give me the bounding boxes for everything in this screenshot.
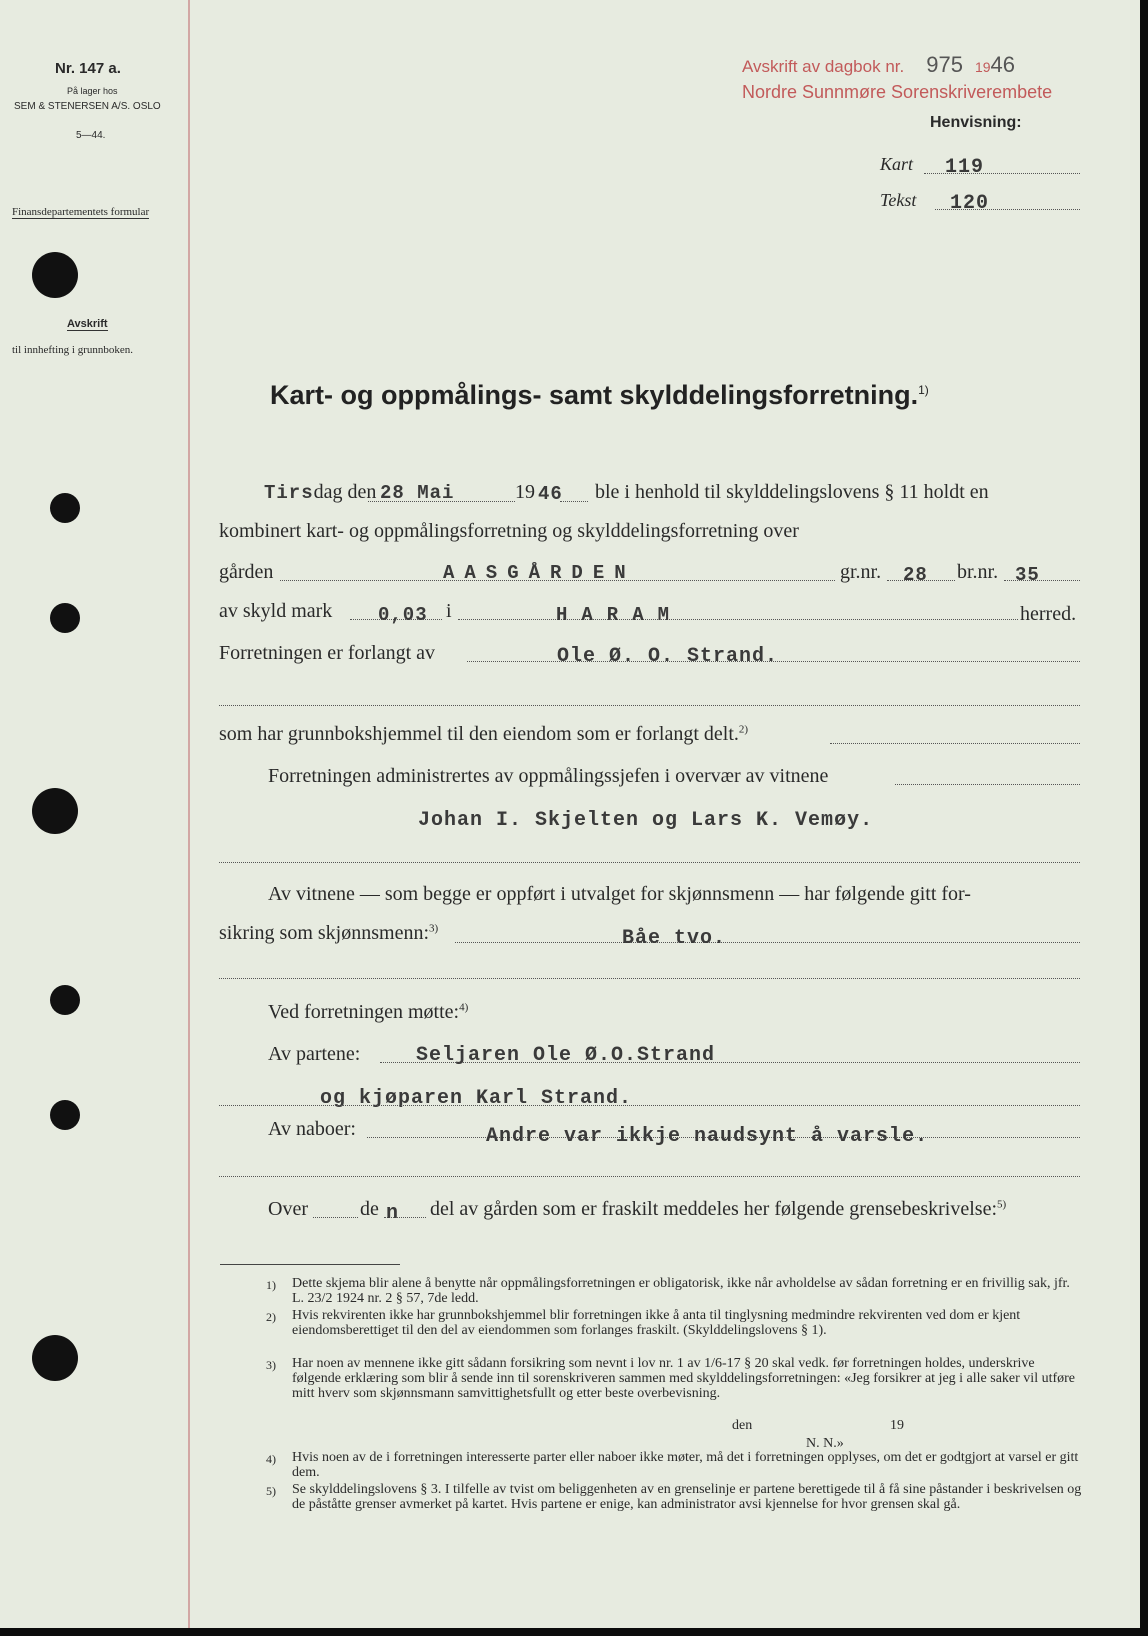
footnote-4: Hvis noen av de i forretningen interesserte parter eller naboer ikke møter, må det i forretningen opplyses, om det er godtgjort at varsel er gitt dem. [292,1450,1079,1480]
footnote-number: 4) [266,1452,276,1466]
body-line-1: ble i henhold til skylddelingslovens § 11 holdt en [595,481,989,503]
tekst-label: Tekst [880,190,917,210]
over-text: del av gården som er fraskilt meddeles her følgende grensebeskrivelse: [430,1198,998,1220]
footnote-divider [220,1264,400,1265]
tekst-value: 120 [950,192,990,215]
dotted-line [219,705,1080,706]
stamp-prefix: Avskrift av dagbok nr. [742,57,905,76]
partene-line-1: Seljaren Ole Ø.O.Strand [416,1044,716,1067]
footnote-1: Dette skjema blir alene å benytte når oppmålingsforretningen er obligatorisk, ikke når avholdelse av sådan forretning er en frivillig sak, jfr. L. 23/2 1924 nr. 2 § 57, 7de ledd. [292,1276,1070,1306]
grnr-value: 28 [903,564,928,586]
dotted-line [458,619,1018,620]
dotted-line [830,743,1080,744]
vitnene-line-2 [219,922,438,945]
form-date: 5—44. [76,130,106,141]
motte-line [268,1001,468,1024]
hjemmel-text: som har grunnbokshjemmel til den eiendom som er forlangt delt. [219,723,739,745]
over-label: Over [268,1198,308,1220]
motte-footnote: 4) [459,1001,469,1014]
dotted-line [219,1176,1080,1177]
dotted-line [219,1105,1080,1106]
footnote-5: Se skylddelingslovens § 3. I tilfelle av tvist om beliggenheten av en grenselinje er partene berettigede til å få sine påstander i beskrivelsen og de påståtte grenser avmerket på kartet. Hvis partene er enige, kan administrator avsi kjennelse for hvor grensen skal gå. [292,1482,1082,1512]
margin-line [188,0,190,1628]
footnote-number: 3) [266,1358,276,1372]
kart-label: Kart [880,154,914,174]
dotted-line [895,784,1080,785]
de-label: de [360,1198,379,1220]
dagbok-number: 975 [926,52,963,77]
vitnene-footnote: 3) [429,922,439,935]
year-value: 46 [538,483,563,505]
partene-label: Av partene: [268,1043,361,1065]
naboer-label: Av naboer: [268,1118,356,1140]
punch-hole [50,603,80,633]
punch-hole [50,1100,80,1130]
day-suffix: dag den [313,481,377,503]
punch-hole [50,493,80,523]
footnote-2: Hvis rekvirenten ikke har grunnbokshjemmel blir forretningen ikke å anta til tinglysning medmindre rekvirenten ved dom er kjent eiendomsberettiget til den del av eiendommen som forlanges fraskilt. (Skylddelingslovens § 1). [292,1308,1021,1338]
title-footnote: 1) [918,383,929,397]
vitnene-text: sikring som skjønnsmenn: [219,922,430,944]
hjemmel-footnote: 2) [738,723,749,736]
garden-name: AASGÅRDEN [443,562,636,584]
vitnene-line-1: Av vitnene — som begge er oppført i utvalget for skjønnsmenn — har følgende gitt for- [268,883,971,905]
naboer-value: Andre var ikkje naudsynt å varsle. [486,1125,929,1148]
herred-label: herred. [1020,603,1077,625]
avskrift-note: til innhefting i grunnboken. [12,344,133,356]
department-label: Finansdepartementets formular [12,206,150,218]
de-value: n [386,1202,400,1225]
dotted-line [219,862,1080,863]
stamp-office: Nordre Sunnmøre Sorenskriverembete [742,82,1053,102]
page-title [270,380,929,411]
punch-hole [32,252,78,298]
dotted-line [455,942,1080,943]
i-label: i [446,600,452,622]
footnote-3: Har noen av mennene ikke gitt sådann forsikring som nevnt i lov nr. 1 av 1/6-17 § 20 skal vedk. før forretningen holdes, underskrive følgende erklæring som blir å sende inn til sorenskriveren sammen med skylddelingsforretningen: «Jeg forsikrer at jeg i alle saker vil utføre mitt hverv som skjønnsmann samvittighetsfullt og etter beste overbevisning. [292,1356,1076,1401]
oath-signature: N. N.» [806,1436,844,1451]
avskrift-label: Avskrift [67,318,108,330]
forlangt-value: Ole Ø. O. Strand. [557,645,779,668]
grnr-label: gr.nr. [840,561,882,583]
hjemmel-line [219,723,748,746]
skyld-value: 0,03 [378,604,428,626]
partene-line-2: og kjøparen Karl Strand. [320,1087,633,1110]
footnote-number: 5) [266,1484,276,1498]
oath-year: 19 [890,1418,904,1433]
footnote-number: 1) [266,1278,276,1292]
brnr-label: br.nr. [957,561,999,583]
kart-value: 119 [945,156,985,179]
garden-label: gården [219,561,274,583]
oath-den: den [732,1418,753,1433]
publisher-line-1: På lager hos [67,86,118,96]
punch-hole [32,788,78,834]
punch-hole [50,985,80,1015]
footnote-number: 2) [266,1310,276,1324]
forlangt-label: Forretningen er forlangt av [219,642,436,664]
dotted-line [560,501,588,502]
body-line-2: kombinert kart- og oppmålingsforretning og skylddelingsforretning over [219,520,799,542]
dotted-line [313,1217,358,1218]
forsikring-value: Båe tvo. [622,927,727,950]
title-text: Kart- og oppmålings- samt skylddelingsforretning. [270,380,919,410]
stamp-year-prefix: 19 [974,59,991,75]
form-number: Nr. 147 a. [55,60,121,77]
day-prefix: Tirs [264,482,314,504]
reference-label: Henvisning: [930,114,1022,131]
over-line [430,1198,1006,1221]
admin-line: Forretningen administrertes av oppmålingssjefen i overvær av vitnene [268,765,829,787]
witnesses: Johan I. Skjelten og Lars K. Vemøy. [418,809,874,832]
over-footnote: 5) [997,1198,1007,1211]
punch-hole [32,1335,78,1381]
publisher-line-2: SEM & STENERSEN A/S. OSLO [14,101,161,112]
stamp [742,52,1102,78]
herred-name: HARAM [556,604,684,626]
motte-text: Ved forretningen møtte: [268,1001,460,1023]
day-line [264,481,376,504]
stamp-year: 46 [990,52,1015,77]
year-prefix: 19 [515,481,535,503]
skyld-label: av skyld mark [219,600,333,622]
dotted-line [219,978,1080,979]
date-value: 28 Mai [380,482,455,504]
brnr-value: 35 [1015,564,1040,586]
